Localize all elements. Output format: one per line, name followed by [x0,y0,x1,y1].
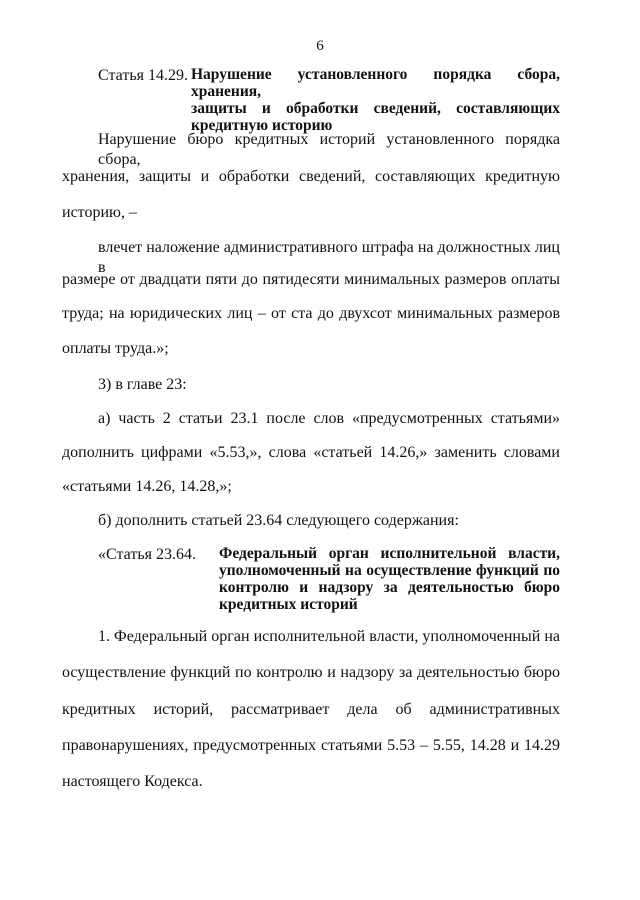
final-line: настоящего Кодекса. [62,773,203,790]
body-line: историю, – [62,204,137,221]
article-23-64-title-line: Федеральный орган исполнительной власти, [219,545,560,562]
article-23-64-title-line: кредитных историй [219,596,358,613]
final-line: осуществление функций по контролю и надзору за деятельностью бюро [62,664,560,681]
body-line: б) дополнить статьей 23.64 следующего содержания: [98,512,459,529]
article-14-29-title-line: защиты и обработки сведений, составляющих [191,100,560,117]
article-14-29-label: Статья 14.29. [98,67,188,84]
body-line: труда; на юридических лиц – от ста до двухсот минимальных размеров [62,305,560,322]
article-23-64-title-line: уполномоченный на осуществление функций по [219,562,560,579]
body-line: «статьями 14.26, 14.28,»; [62,478,232,495]
article-14-29-title-line: Нарушение установленного порядка сбора, хранения, [191,66,560,100]
body-line: 3) в главе 23: [98,376,187,393]
body-line: оплаты труда.»; [62,340,169,357]
article-14-29-heading [98,66,560,134]
article-23-64-title-line: контролю и надзору за деятельностью бюро [219,579,560,596]
page-number: 6 [316,38,324,54]
body-line: хранения, защиты и обработки сведений, составляющих кредитную [62,168,560,185]
final-line: правонарушениях, предусмотренных статьями 5.53 – 5.55, 14.28 и 14.29 [62,737,560,754]
article-14-29-title-line: кредитную историю [191,117,333,134]
article-14-29-title [191,66,560,134]
body-line: влечет наложение административного штрафа на должностных лиц в [98,239,560,276]
article-23-64-heading [98,545,560,617]
article-23-64-label: «Статья 23.64. [98,546,196,563]
final-line: 1. Федеральный орган исполнительной власти, уполномоченный на [98,628,560,645]
body-line: Нарушение бюро кредитных историй установленного порядка сбора, [98,131,560,168]
article-23-64-title [219,545,560,613]
final-line: кредитных историй, рассматривает дела об административных [62,701,560,718]
body-line: размере от двадцати пяти до пятидесяти минимальных размеров оплаты [62,271,560,288]
body-line: дополнить цифрами «5.53,», слова «статьей 14.26,» заменить словами [62,444,560,461]
body-line: а) часть 2 статьи 23.1 после слов «предусмотренных статьями» [98,410,560,427]
